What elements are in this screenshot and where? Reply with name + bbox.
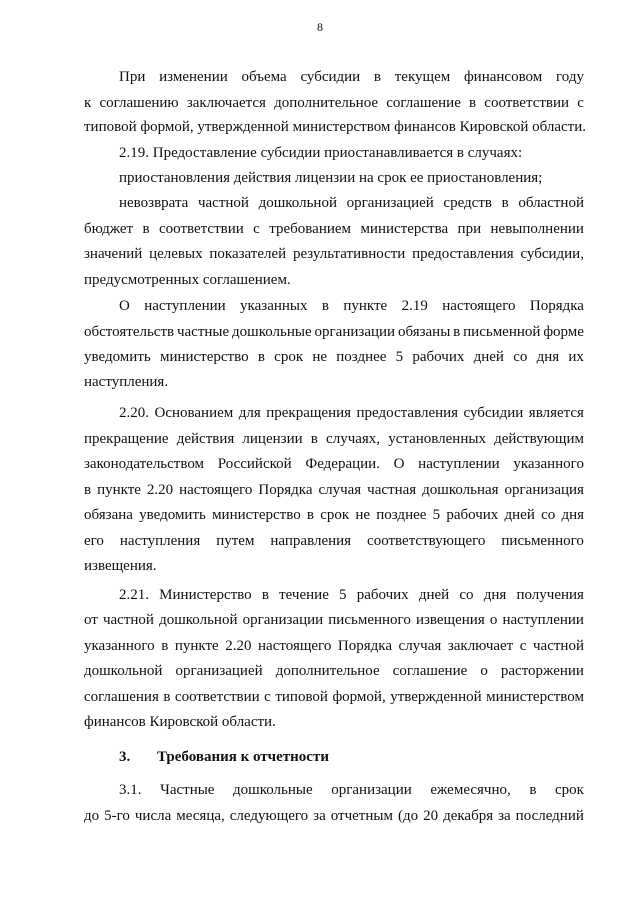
text-line: приостановления действия лицензии на срок ее приостановления;	[119, 170, 543, 186]
text-line: законодательством Российской Федерации. О наступлении указанного	[84, 456, 584, 472]
section-title: Требования к отчетности	[157, 749, 329, 765]
text-line: соглашения в соответствии с типовой формой, утвержденной министерством	[84, 689, 584, 705]
text-line: 2.20. Основанием для прекращения предоставления субсидии является	[119, 405, 584, 421]
text-line: от частной дошкольной организации письменного извещения о наступлении	[84, 612, 584, 628]
text-line: значений целевых показателей результативности предоставления субсидии,	[84, 246, 584, 262]
text-line: к соглашению заключается дополнительное соглашение в соответствии с	[84, 95, 584, 111]
text-line: предусмотренных соглашением.	[84, 272, 291, 288]
text-line: обязана уведомить министерство в срок не позднее 5 рабочих дней со дня	[84, 507, 584, 523]
text-line: в пункте 2.20 настоящего Порядка случая частная дошкольная организация	[84, 482, 584, 498]
text-line: указанного в пункте 2.20 настоящего Порядка случая заключает с частной	[84, 638, 584, 654]
text-line: бюджет в соответствии с требованием министерства при невыполнении	[84, 221, 584, 237]
text-line: обстоятельств частные дошкольные организации обязаны в письменной форме	[84, 324, 584, 340]
text-line: 2.19. Предоставление субсидии приостанавливается в случаях:	[119, 145, 523, 161]
section-number: 3.	[119, 749, 131, 765]
text-line: При изменении объема субсидии в текущем финансовом году	[119, 69, 584, 85]
text-line: прекращение действия лицензии в случаях, установленных действующим	[84, 431, 584, 447]
text-line: дошкольной организацией дополнительное соглашение о расторжении	[84, 663, 584, 679]
text-line: О наступлении указанных в пункте 2.19 настоящего Порядка	[119, 298, 584, 314]
text-line: невозврата частной дошкольной организацией средств в областной	[119, 195, 584, 211]
text-line: уведомить министерство в срок не позднее 5 рабочих дней со дня их	[84, 349, 584, 365]
text-line: извещения.	[84, 558, 157, 574]
text-line: финансов Кировской области.	[84, 714, 276, 730]
text-line: 3.1. Частные дошкольные организации ежемесячно, в срок	[119, 782, 584, 798]
text-line: типовой формой, утвержденной министерством финансов Кировской области.	[84, 119, 586, 135]
text-line: до 5-го числа месяца, следующего за отчетным (до 20 декабря за последний	[84, 808, 584, 824]
section-heading	[119, 748, 329, 766]
page-number: 8	[317, 20, 323, 34]
text-line: наступления.	[84, 374, 169, 390]
text-line: 2.21. Министерство в течение 5 рабочих дней со дня получения	[119, 587, 584, 603]
text-line: его наступления путем направления соответствующего письменного	[84, 533, 584, 549]
